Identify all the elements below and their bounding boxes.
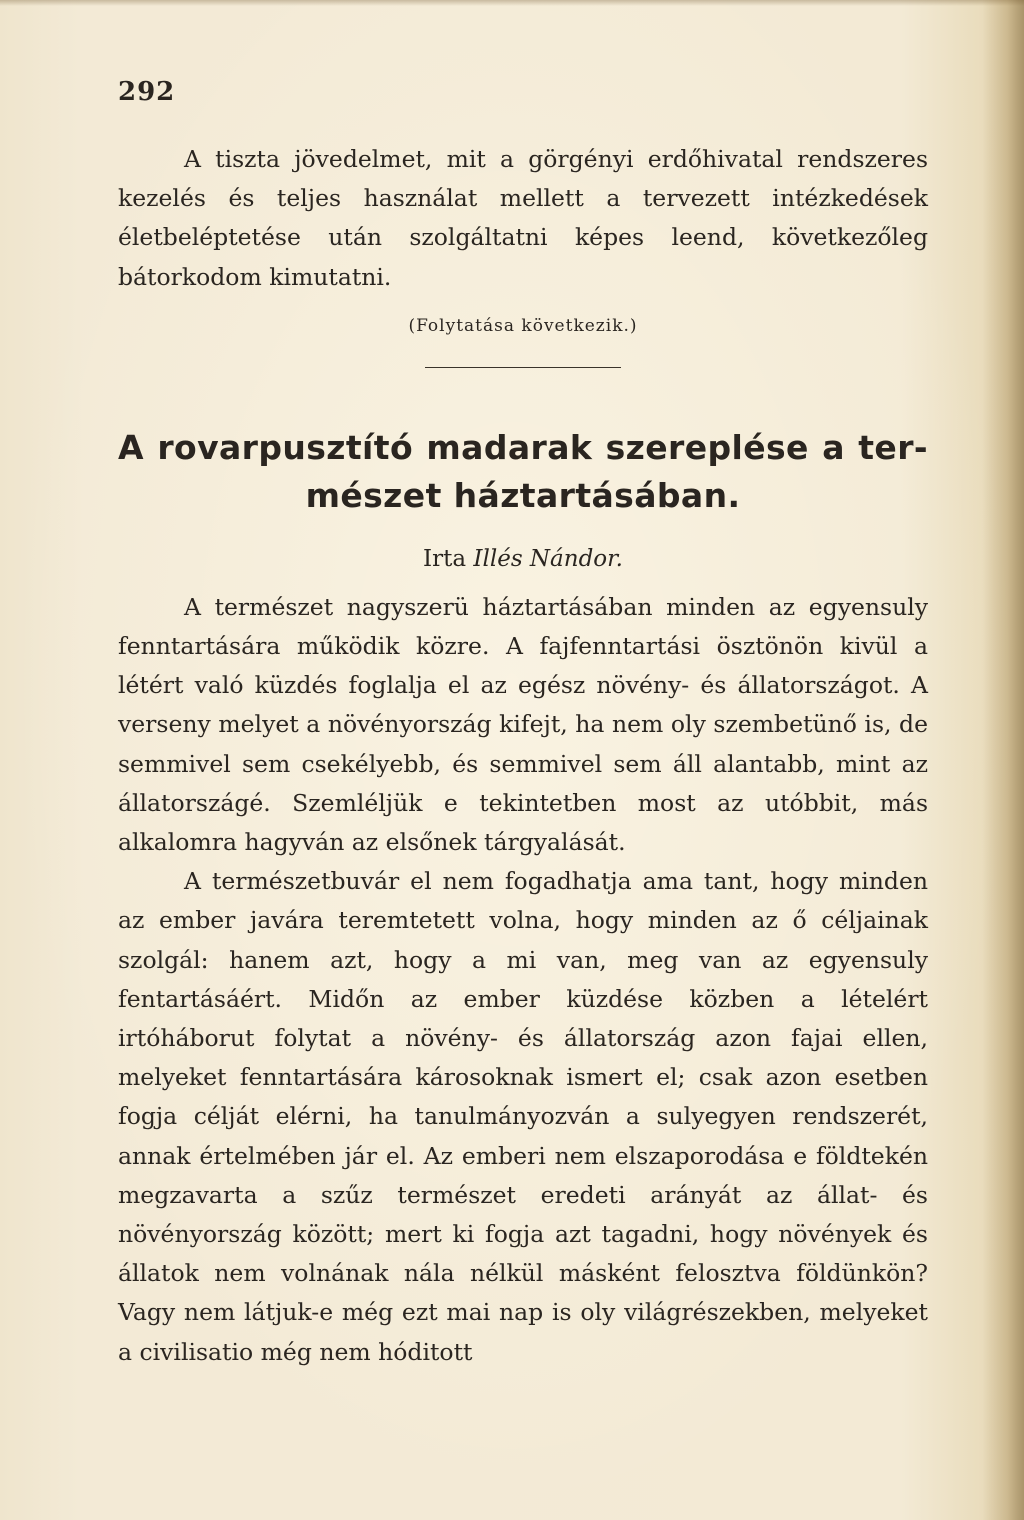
page-binding-shadow — [982, 0, 1024, 1520]
page-top-edge — [0, 0, 1024, 6]
page-number: 292 — [118, 77, 176, 107]
byline — [118, 542, 928, 576]
article-paragraph-1: A természet nagyszerü háztartásában minden az egyensuly fenntartására működik közre. A fajfenntartási ösztönön kivül a létért való küzdés foglalja el az egész növény- és állatországot. A verseny melyet a növényország kifejt, ha nem oly szembetünő is, de semmivel sem csekélyebb, és semmivel sem áll alantabb, mint az állatországé. Szemléljük e tekintetben most az utóbbit, más alkalomra hagyván az elsőnek tárgyalását. — [118, 592, 928, 857]
intro-paragraph: A tiszta jövedelmet, mit a görgényi erdőhivatal rendszeres kezelés és teljes használat mellett a tervezett intézkedések életbeléptetése után szolgáltatni képes leend, következőleg bátorkodom kimutatni. — [118, 145, 928, 291]
article-paragraph-2: A természetbuvár el nem fogadhatja ama tant, hogy minden az ember javára teremtetett volna, hogy minden az ő céljainak szolgál: hanem azt, hogy a mi van, meg van az egyensuly fentartásáért. Midőn az ember küzdése közben a lételért irtóháborut folytat a növény- és állatország azon fajai ellen, melyeket fenntartására károsoknak ismert el; csak azon esetben fogja célját elérni, ha tanulmányozván a sulyegyen rendszerét, annak értelmében jár el. Az emberi nem elszaporodása e földtekén megzavarta a szűz természet eredeti arányát az állat- és növényország között; mert ki fogja azt tagadni, hogy növények és állatok nem volnának nála nélkül másként felosztva földünkön? Vagy nem látjuk-e még ezt mai nap is oly világrészekben, melyeket a civilisatio még nem hóditott — [118, 867, 928, 1366]
byline-prefix: Irta — [423, 545, 474, 572]
continuation-note: (Folytatása következik.) — [408, 315, 638, 336]
author-name: Illés Nándor. — [473, 545, 623, 572]
text-column — [118, 72, 928, 1372]
article-title-line1: A rovarpusztító madarak szereplése a ter- — [118, 427, 928, 467]
article-title-line2: mészet háztartásában. — [305, 475, 741, 515]
section-divider — [425, 367, 621, 368]
article-title — [118, 424, 928, 520]
